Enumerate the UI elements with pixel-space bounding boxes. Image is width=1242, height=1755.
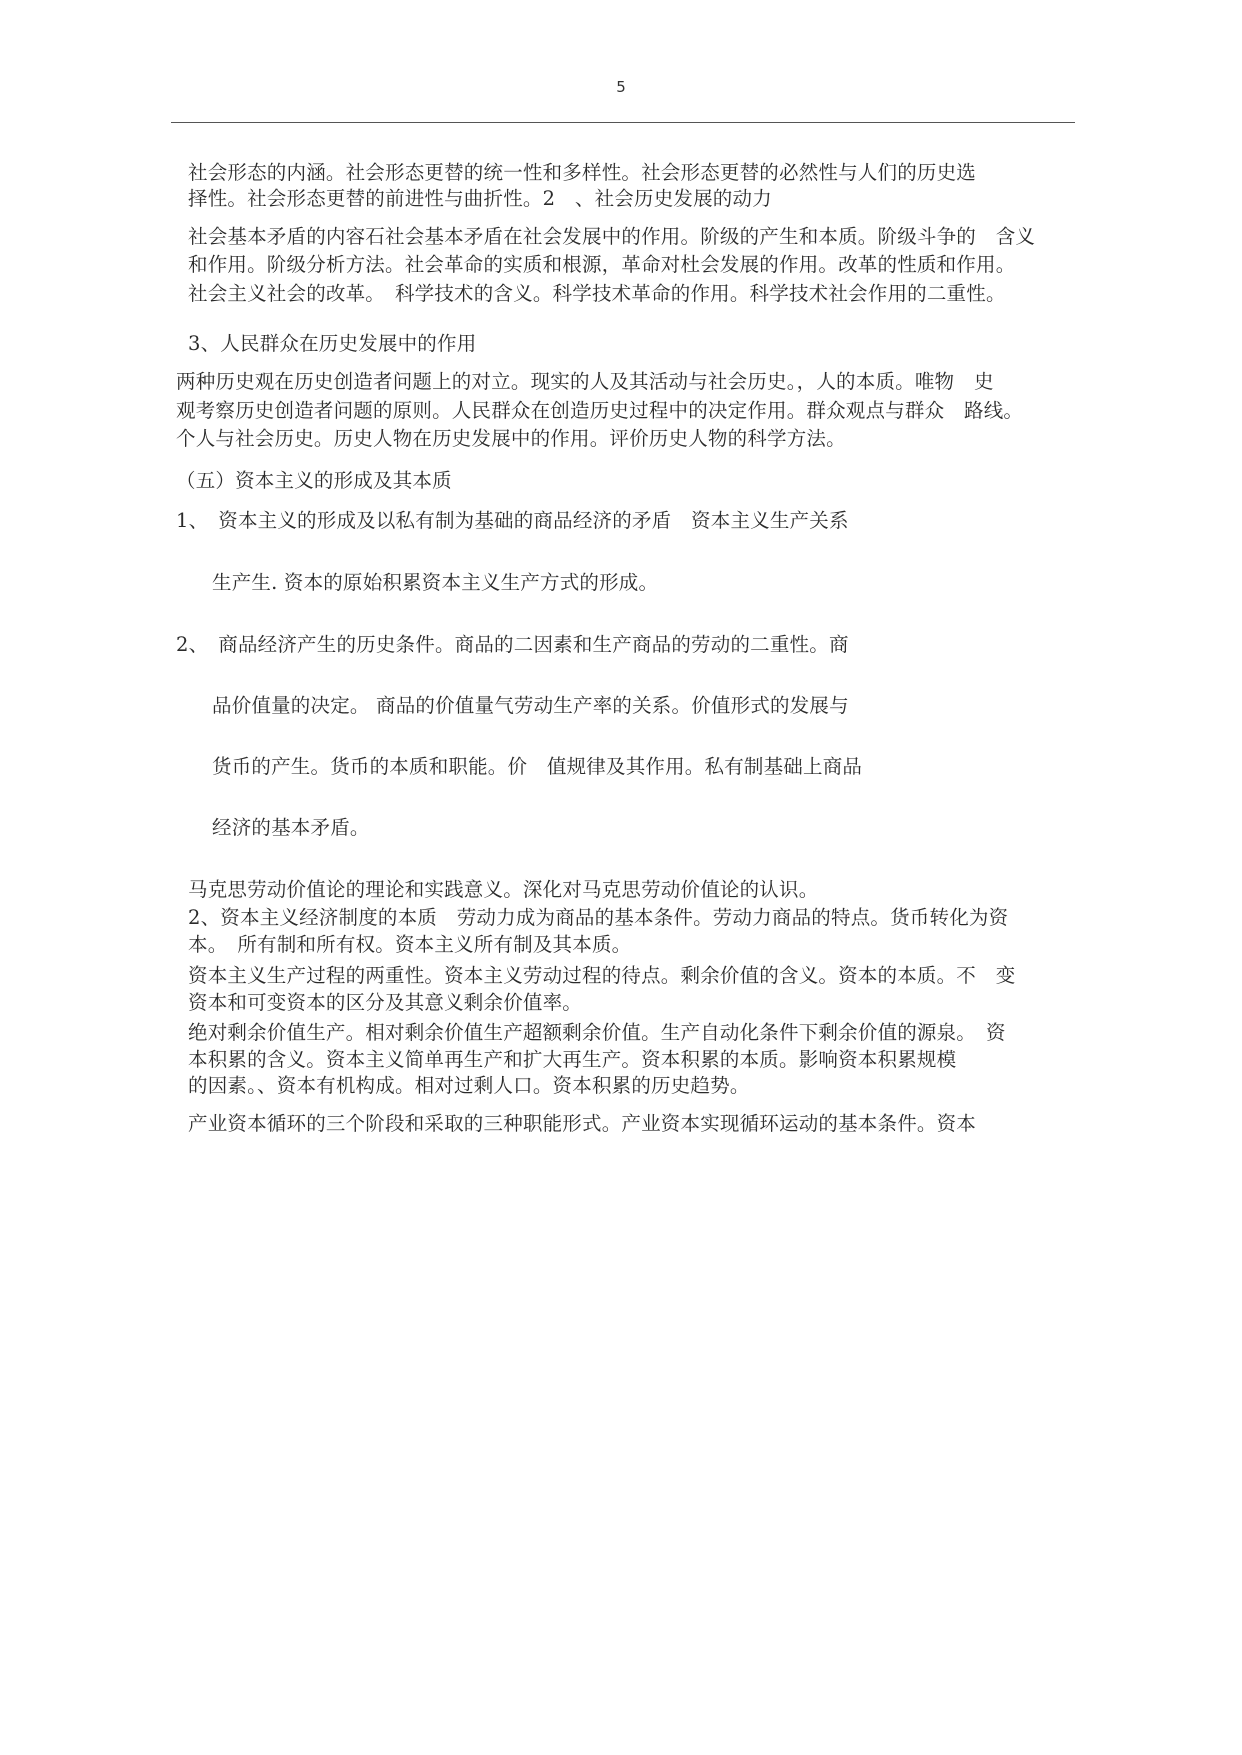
text-line: 个人与社会历史。历史人物在历史发展中的作用。评价历史人物的科学方法。	[176, 427, 846, 450]
text-line: 本积累的含义。资本主义简单再生产和扩大再生产。资本积累的本质。影响资本积累规模	[188, 1048, 957, 1071]
list-item: 2、 商品经济产生的历史条件。商品的二因素和生产商品的劳动的二重性。商	[176, 633, 849, 656]
list-item: 2、资本主义经济制度的本质 劳动力成为商品的基本条件。劳动力商品的特点。货币转化为资	[188, 906, 1009, 929]
text-line: 资本和可变资本的区分及其意义剩余价值率。	[188, 991, 583, 1014]
list-item: 1、 资本主义的形成及以私有制为基础的商品经济的矛盾 资本主义生产关系	[176, 509, 849, 532]
text-line: 绝对剩余价值生产。相对剩余价值生产超额剩余价值。生产自动化条件下剩余价值的源泉。 资	[188, 1021, 1006, 1044]
text-line: 货币的产生。货币的本质和职能。价 值规律及其作用。私有制基础上商品	[212, 755, 863, 778]
text-line: 和作用。阶级分析方法。社会革命的实质和根源，革命对杜会发展的作用。改革的性质和作用。	[188, 253, 1016, 276]
text-line: 两种历史观在历史创造者问题上的对立。现实的人及其活动与社会历史。，人的本质。唯物 史	[176, 370, 994, 393]
text-line: 资本主义生产过程的两重性。资本主义劳动过程的待点。剩余价值的含义。资本的本质。不 变	[188, 964, 1016, 987]
text-line: 的因素。、资本有机构成。相对过剩人口。资本积累的历史趋势。	[188, 1074, 750, 1097]
text-line: 社会基本矛盾的内容石社会基本矛盾在社会发展中的作用。阶级的产生和本质。阶级斗争的 含义	[188, 225, 1036, 248]
text-line: 本。 所有制和所有权。资本主义所有制及其本质。	[188, 933, 632, 956]
page-number: 5	[616, 78, 626, 96]
text-line: 品价值量的决定。 商品的价值量气劳动生产率的关系。价值形式的发展与	[212, 694, 849, 717]
text-line: 产业资本循环的三个阶段和采取的三种职能形式。产业资本实现循环运动的基本条件。资本	[188, 1112, 977, 1135]
text-line: 择性。社会形态更替的前进性与曲折性。2 、社会历史发展的动力	[188, 187, 772, 210]
text-line: 经济的基本矛盾。	[212, 816, 370, 839]
section-heading: 3、人民群众在历史发展中的作用	[188, 332, 477, 355]
section-heading: （五）资本主义的形成及其本质	[176, 469, 452, 492]
text-line: 社会形态的内涵。社会形态更替的统一性和多样性。社会形态更替的必然性与人们的历史选	[188, 161, 977, 184]
text-line: 社会主义社会的改革。 科学技术的含义。科学技术革命的作用。科学技术社会作用的二重性。	[188, 282, 1006, 305]
header-rule	[171, 122, 1075, 123]
text-line: 观考察历史创造者问题的原则。人民群众在创造历史过程中的决定作用。群众观点与群众 路线。	[176, 399, 1024, 422]
text-line: 马克思劳动价值论的理论和实践意义。深化对马克思劳动价值论的认识。	[188, 878, 819, 901]
text-line: 生产生. 资本的原始积累资本主义生产方式的形成。	[212, 571, 659, 594]
